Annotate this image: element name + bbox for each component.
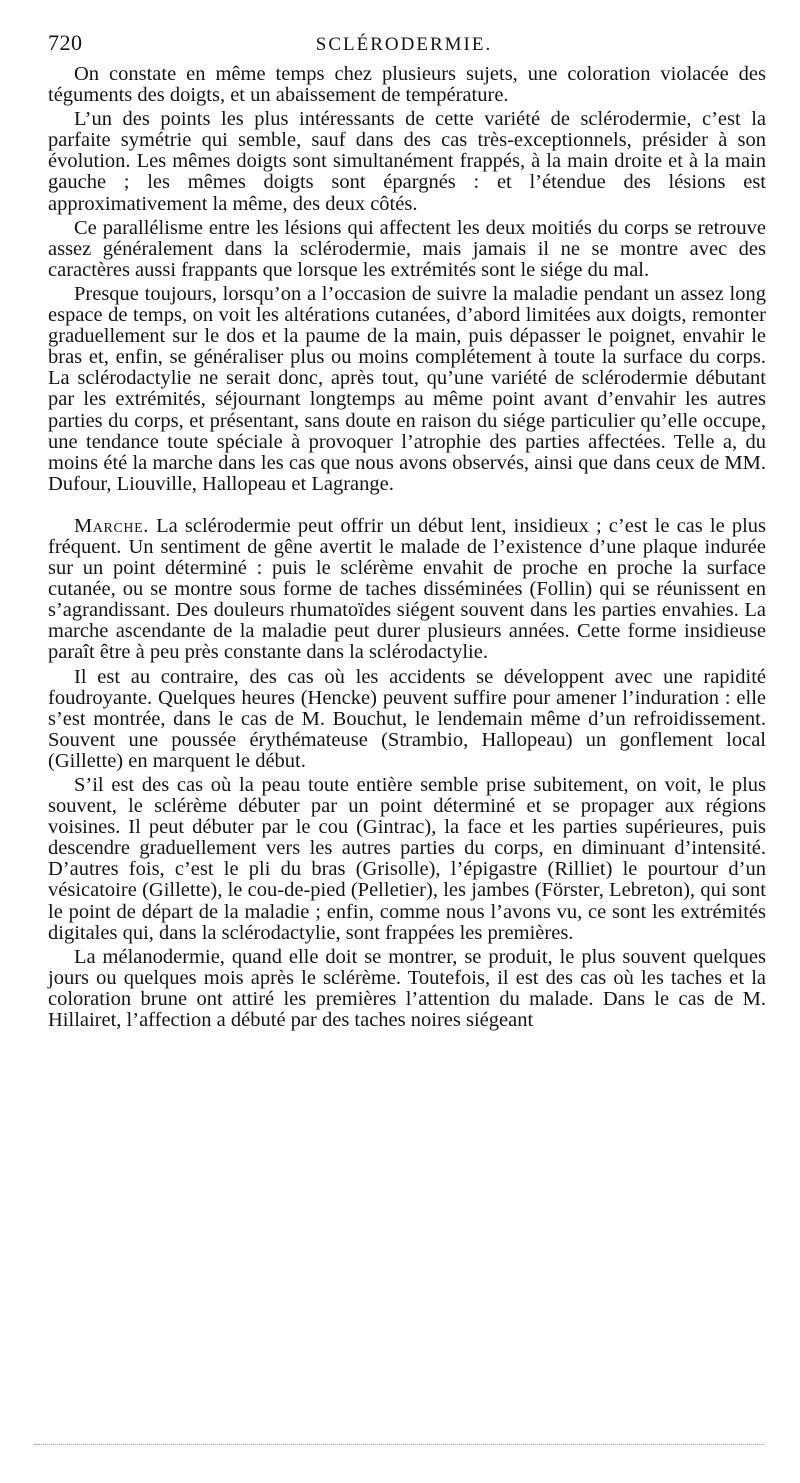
paragraph-propagation bbox=[48, 775, 766, 944]
paragraph-sclerodactylie bbox=[48, 284, 766, 495]
footer-divider bbox=[34, 1444, 764, 1445]
paragraph-text: L’un des points les plus intéressants de cette variété de sclérodermie, c’est la parfaite symétrie qui semble, sauf dans des cas très-exceptionnels, présider à son évolution. Les mêmes doigts sont simultanément frappés, à la main droite et à la main gauche ; les mêmes doigts sont épargnés : et l’étendue des lésions est approximativement la même, des deux côtés. bbox=[48, 108, 766, 215]
paragraph-text: Ce parallélisme entre les lésions qui affectent les deux moitiés du corps se retrouve assez généralement dans la sclérodermie, mais jamais il ne se montre avec des caractères aussi frappants que lorsque les extrémités sont le siége du mal. bbox=[48, 216, 766, 281]
running-title: SCLÉRODERMIE. bbox=[315, 34, 493, 55]
paragraph-text: S’il est des cas où la peau toute entière semble prise subitement, on voit, le plus souvent, le sclérème débuter par un point déterminé et se propager aux régions voisines. Il peut débuter par le cou (Gintrac), la face et les parties supérieures, puis descendre graduellement vers les autres parties du corps, en diminuant d’intensité. D’autres fois, c’est le pli du bras (Grisolle), l’épigastre (Rilliet) le pourtour d’un vésicatoire (Gillette), le cou-de-pied (Pelletier), les jambes (Förster, Lebreton), qui sont le point de départ de la maladie ; enfin, comme nous l’avons vu, ce sont les extrémités digitales qui, dans la sclérodactylie, sont frappées les premières. bbox=[48, 774, 766, 944]
paragraph-text: On constate en même temps chez plusieurs sujets, une coloration violacée des téguments des doigts, et un abaissement de température. bbox=[48, 63, 766, 107]
section-lead-marche: Marche. bbox=[74, 514, 150, 537]
paragraph-melanodermie bbox=[48, 947, 766, 1031]
paragraph-text: Presque toujours, lorsqu’on a l’occasion de suivre la maladie pendant un assez long espace de temps, on voit les altérations cutanées, d’abord limitées aux doigts, remonter graduellement sur le dos et la paume de la main, puis dépasser le poignet, envahir le bras et, enfin, se généraliser plus ou moins complétement à toute la surface du corps. La sclérodactylie ne serait donc, après tout, qu’une variété de sclérodermie débutant par les extrémités, séjournant longtemps au même point avant d’envahir les autres parties du corps, et présentant, sans doute en raison du siége particulier qu’elle occupe, une tendance toute spéciale à provoquer l’atrophie des parties affectées. Telle a, du moins été la marche dans les cas que nous avons observés, ainsi que dans ceux de MM. Dufour, Liouville, Hallopeau et Lagrange. bbox=[48, 282, 766, 495]
paragraph-text: La mélanodermie, quand elle doit se montrer, se produit, le plus souvent quelques jours ou quelques mois après le sclérème. Toutefois, il est des cas où les taches et la coloration brune ont attiré les premières l’attention du malade. Dans le cas de M. Hillairet, l’affection a débuté par des taches noires siégeant bbox=[48, 945, 766, 1032]
running-head bbox=[48, 30, 760, 60]
paragraph-text: La sclérodermie peut offrir un début lent, insidieux ; c’est le cas le plus fréquent. Un sentiment de gêne avertit le malade de l’existence d’une plaque indurée sur un point déterminé : puis le sclérème envahit de proche en proche la surface cutanée, ou se montre sous forme de taches disséminées (Follin) qui se réunissent en s’agrandissant. Des douleurs rhumatoïdes siégent souvent dans les parties envahies. La marche ascendante de la maladie peut durer plusieurs années. Cette forme insidieuse paraît être à peu près constante dans la sclérodactylie. bbox=[48, 514, 766, 664]
paragraph-rapidite bbox=[48, 667, 766, 772]
paragraph-marche bbox=[48, 516, 766, 664]
paragraph-text: Il est au contraire, des cas où les accidents se développent avec une rapidité foudroyante. Quelques heures (Hencke) peuvent suffire pour amener l’induration : elle s’est montrée, dans le cas de M. Bouchut, le lendemain même d’un refroidissement. Souvent une poussée érythémateuse (Strambio, Hallopeau) un gonflement local (Gillette) en marquent le début. bbox=[48, 665, 766, 772]
body-text bbox=[48, 64, 766, 1031]
paragraph-coloration bbox=[48, 64, 766, 106]
paragraph-symetrie bbox=[48, 109, 766, 214]
paragraph-parallelisme bbox=[48, 218, 766, 281]
page-number: 720 bbox=[48, 30, 83, 55]
